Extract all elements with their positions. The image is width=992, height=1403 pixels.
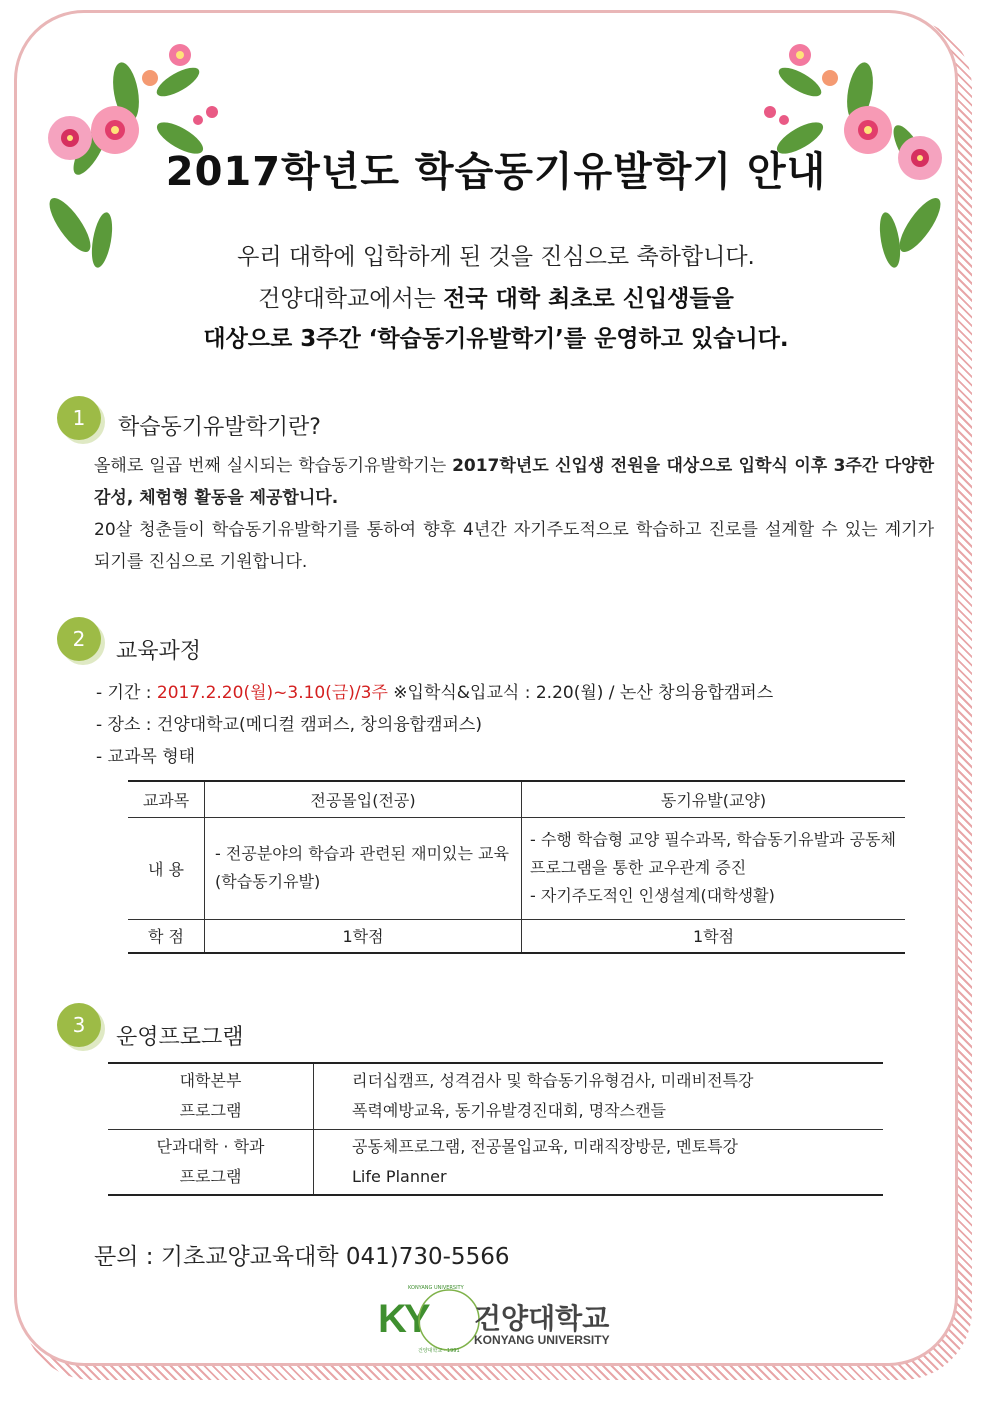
course-form-line: - 교과목 형태 [96,747,196,767]
intro-line-3: 대상으로 3주간 ‘학습동기유발학기’를 운영하고 있습니다. [203,326,789,352]
section-1-paragraph-1 [94,450,934,514]
intro-line-1: 우리 대학에 입학하게 된 것을 진심으로 축하합니다. [237,244,755,270]
credit-label: 학 점 [128,919,205,953]
place-line: - 장소 : 건양대학교(메디컬 캠퍼스, 창의융합캠퍼스) [96,715,482,735]
course-table-content-row [128,817,905,919]
period-label: - 기간 : [96,683,157,703]
program-table [108,1062,883,1196]
intro-line-2-prefix: 건양대학교에서는 [258,286,444,312]
program-label [108,1063,314,1129]
course-table [128,780,905,954]
program-label-1: 대학본부 [179,1071,242,1091]
program-row [108,1063,883,1129]
logo-name-en: KONYANG UNIVERSITY [474,1333,610,1347]
section-1-title: 학습동기유발학기란? [118,415,321,440]
program-row [108,1129,883,1195]
section-3-title: 운영프로그램 [116,1025,244,1050]
header-subject: 교과목 [128,781,205,817]
header-liberal: 동기유발(교양) [522,781,906,817]
program-text-2: 폭력예방교육, 동기유발경진대회, 명작스캔들 [352,1101,667,1121]
program-label-1: 단과대학 · 학과 [156,1136,265,1156]
section-1-p1-bold: 2017학년도 신입생 전원을 대상으로 입학식 이후 3주간 다양한 감성, 체험형 활동을 제공합니다. [94,456,934,508]
intro-line-2 [0,280,992,313]
section-2-title: 교육과정 [116,639,202,664]
program-text-2: Life Planner [352,1166,447,1186]
program-label-2: 프로그램 [179,1166,242,1186]
logo-seal-bottom: 건양대학교 · 1991 [418,1348,460,1354]
section-1-badge: 1 [57,396,101,440]
credit-liberal: 1학점 [522,919,906,953]
course-table-credit-row [128,919,905,953]
content-liberal-2: - 자기주도적인 인생설계(대학생활) [530,886,775,905]
program-text-1: 리더십캠프, 성격검사 및 학습동기유형검사, 미래비전특강 [352,1071,754,1091]
logo-mark: KY [378,1297,428,1341]
content-label: 내 용 [128,817,205,919]
program-text-1: 공동체프로그램, 전공몰입교육, 미래직장방문, 멘토특강 [352,1136,739,1156]
period-note: ※입학식&입교식 : 2.20(월) / 논산 창의융합캠퍼스 [387,683,774,703]
credit-major: 1학점 [205,919,522,953]
contact-info: 문의 : 기초교양교육대학 041)730-5566 [94,1244,510,1270]
program-label-2: 프로그램 [179,1101,242,1121]
logo-seal-top: KONYANG UNIVERSITY [408,1285,464,1291]
section-2-badge: 2 [57,617,101,661]
course-table-header [128,781,905,817]
program-text [314,1129,884,1195]
page-title: 2017학년도 학습동기유발학기 안내 [165,149,827,195]
intro-line-2-bold: 전국 대학 최초로 신입생들을 [443,286,734,312]
period-value: 2017.2.20(월)~3.10(금)/3주 [156,683,388,703]
content-liberal [522,817,906,919]
section-1-p1-text: 올해로 일곱 번째 실시되는 학습동기유발학기는 [94,456,453,476]
program-text [314,1063,884,1129]
content-liberal-1: - 수행 학습형 교양 필수과목, 학습동기유발과 공동체프로그램을 통한 교우관계 증진 [530,830,896,877]
university-logo [378,1285,638,1355]
header-major: 전공몰입(전공) [205,781,522,817]
section-3-badge: 3 [57,1003,101,1047]
section-1-paragraph-2: 20살 청춘들이 학습동기유발학기를 통하여 향후 4년간 자기주도적으로 학습하고 진로를 설계할 수 있는 계기가 되기를 진심으로 기원합니다. [94,520,934,572]
period-line [96,678,773,703]
content-major: - 전공분야의 학습과 관련된 재미있는 교육(학습동기유발) [205,817,522,919]
program-label [108,1129,314,1195]
logo-name-ko: 건양대학교 [474,1302,610,1335]
